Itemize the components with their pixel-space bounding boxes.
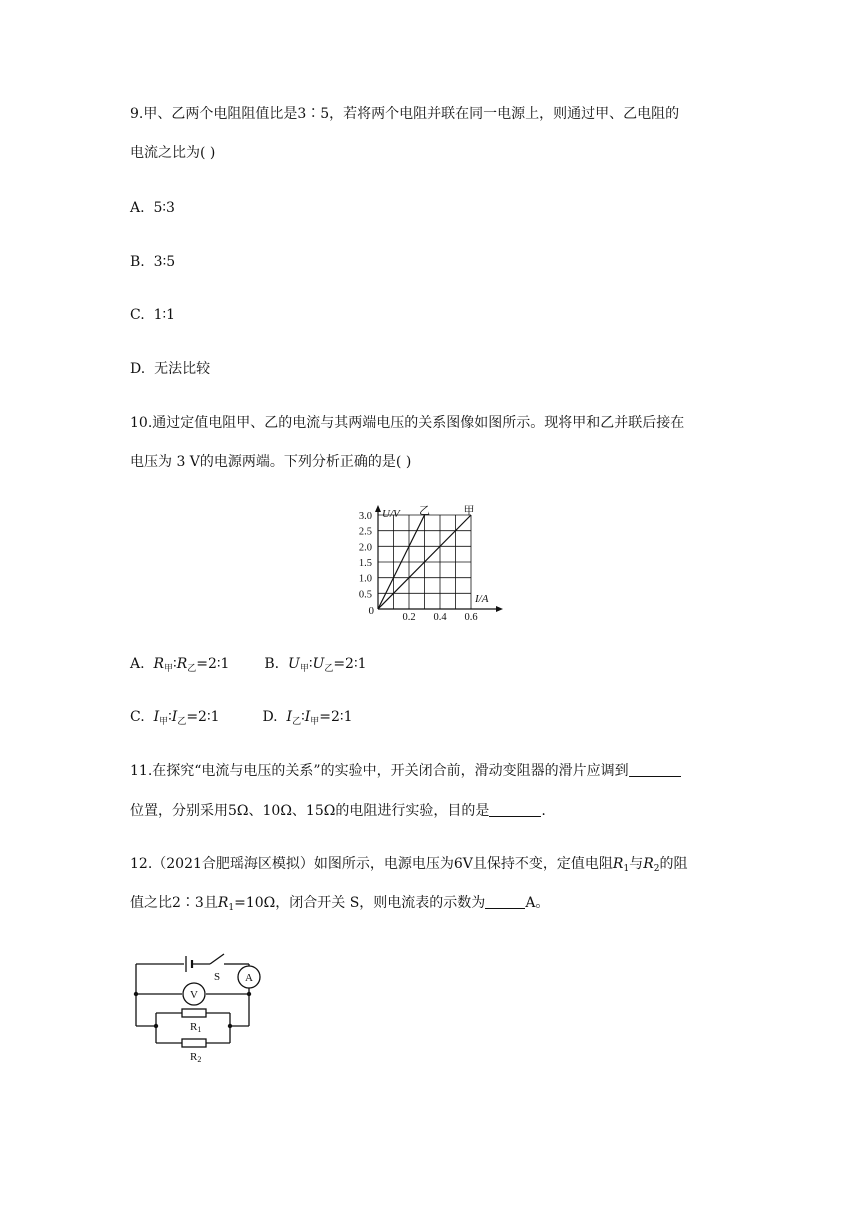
r2-label: R2 xyxy=(190,1051,202,1064)
x-tick-label: 0.6 xyxy=(464,612,478,620)
y-tick-label: 1.5 xyxy=(358,558,372,569)
x-axis-label: I/A xyxy=(475,593,489,605)
option-letter: C. xyxy=(130,307,145,323)
r1-label: R1 xyxy=(190,1021,202,1034)
switch-blade xyxy=(210,954,224,964)
junction-dot xyxy=(247,992,251,996)
option-c: C. $I_甲∶I_乙=2∶1$ xyxy=(130,709,220,727)
q12-line1: 12.（2021合肥瑶海区模拟）如图所示，电源电压为6V且保持不变，定值电阻$R_1$与$R_2$的阻 xyxy=(130,856,688,874)
option-text: 1∶1 xyxy=(153,307,176,323)
option-letter: B. xyxy=(130,254,145,270)
option-text: 无法比较 xyxy=(154,361,211,377)
y-tick-label: 2.0 xyxy=(358,542,372,554)
q9-stem-line1: 9.甲、乙两个电阻阻值比是3∶5，若将两个电阻并联在同一电源上，则通过甲、乙电阻的 xyxy=(130,106,680,122)
q10-stem-line2: 电压为 3 V的电源两端。下列分析正确的是( ) xyxy=(130,454,412,470)
q11-line2: 位置，分别采用5Ω、10Ω、15Ω的电阻进行实验，目的是 . xyxy=(130,803,546,819)
resistor-r1 xyxy=(182,1009,206,1017)
ammeter-label: A xyxy=(245,972,253,984)
option-b: B. $U_甲∶U_乙=2∶1$ xyxy=(264,656,367,674)
q9-option-a xyxy=(130,198,175,218)
q10-options-row2 xyxy=(130,707,352,732)
y-axis-label: U/V xyxy=(382,508,400,520)
voltmeter-label: V xyxy=(190,989,198,1001)
y-tick-label: 1.0 xyxy=(358,573,372,585)
option-d: D. $I_乙∶I_甲=2∶1$ xyxy=(262,709,353,727)
answer-blank[interactable] xyxy=(489,802,541,817)
y-tick-label: 3.0 xyxy=(358,511,372,522)
series-label-yi: 乙 xyxy=(419,505,430,517)
option-text: 5∶3 xyxy=(153,200,175,216)
resistor-r2 xyxy=(182,1039,206,1047)
series-label-jia: 甲 xyxy=(463,505,475,517)
x-tick-label: 0.2 xyxy=(402,612,416,620)
q10-stem-line1: 10.通过定值电阻甲、乙的电流与其两端电压的关系图像如图所示。现将甲和乙并联后接在 xyxy=(130,415,685,431)
option-text: 3∶5 xyxy=(153,254,176,270)
q9-option-c xyxy=(130,305,175,325)
answer-blank[interactable] xyxy=(485,894,525,909)
q9-option-d xyxy=(130,359,210,379)
junction-dot xyxy=(134,992,138,996)
option-a: A. $R_甲∶R_乙=2∶1$ xyxy=(130,656,230,674)
x-axis-arrow xyxy=(496,606,503,612)
q11-line1: 11.在探究“电流与电压的关系”的实验中，开关闭合前，滑动变阻器的滑片应调到 xyxy=(130,761,681,781)
q10-options-row1 xyxy=(130,654,367,679)
x-tick-label: 0.4 xyxy=(433,612,447,620)
circuit-diagram xyxy=(126,950,266,1068)
q9-option-b xyxy=(130,252,175,272)
answer-blank[interactable] xyxy=(629,762,681,777)
switch-label: S xyxy=(214,971,221,983)
origin-label: 0 xyxy=(368,605,374,617)
ui-graph xyxy=(330,502,510,620)
junction-dot xyxy=(154,1024,158,1028)
y-tick-label: 2.5 xyxy=(358,526,372,538)
q9-stem-line2: 电流之比为( ) xyxy=(130,145,216,161)
y-axis-arrow xyxy=(375,505,381,512)
junction-dot xyxy=(228,1024,232,1028)
q12-line2: 值之比2∶3且$R_1=10\Omega$，闭合开关 S，则电流表的示数为 A。 xyxy=(130,895,550,913)
y-tick-label: 0.5 xyxy=(358,589,372,601)
option-letter: D. xyxy=(130,361,146,377)
option-letter: A. xyxy=(130,200,145,216)
